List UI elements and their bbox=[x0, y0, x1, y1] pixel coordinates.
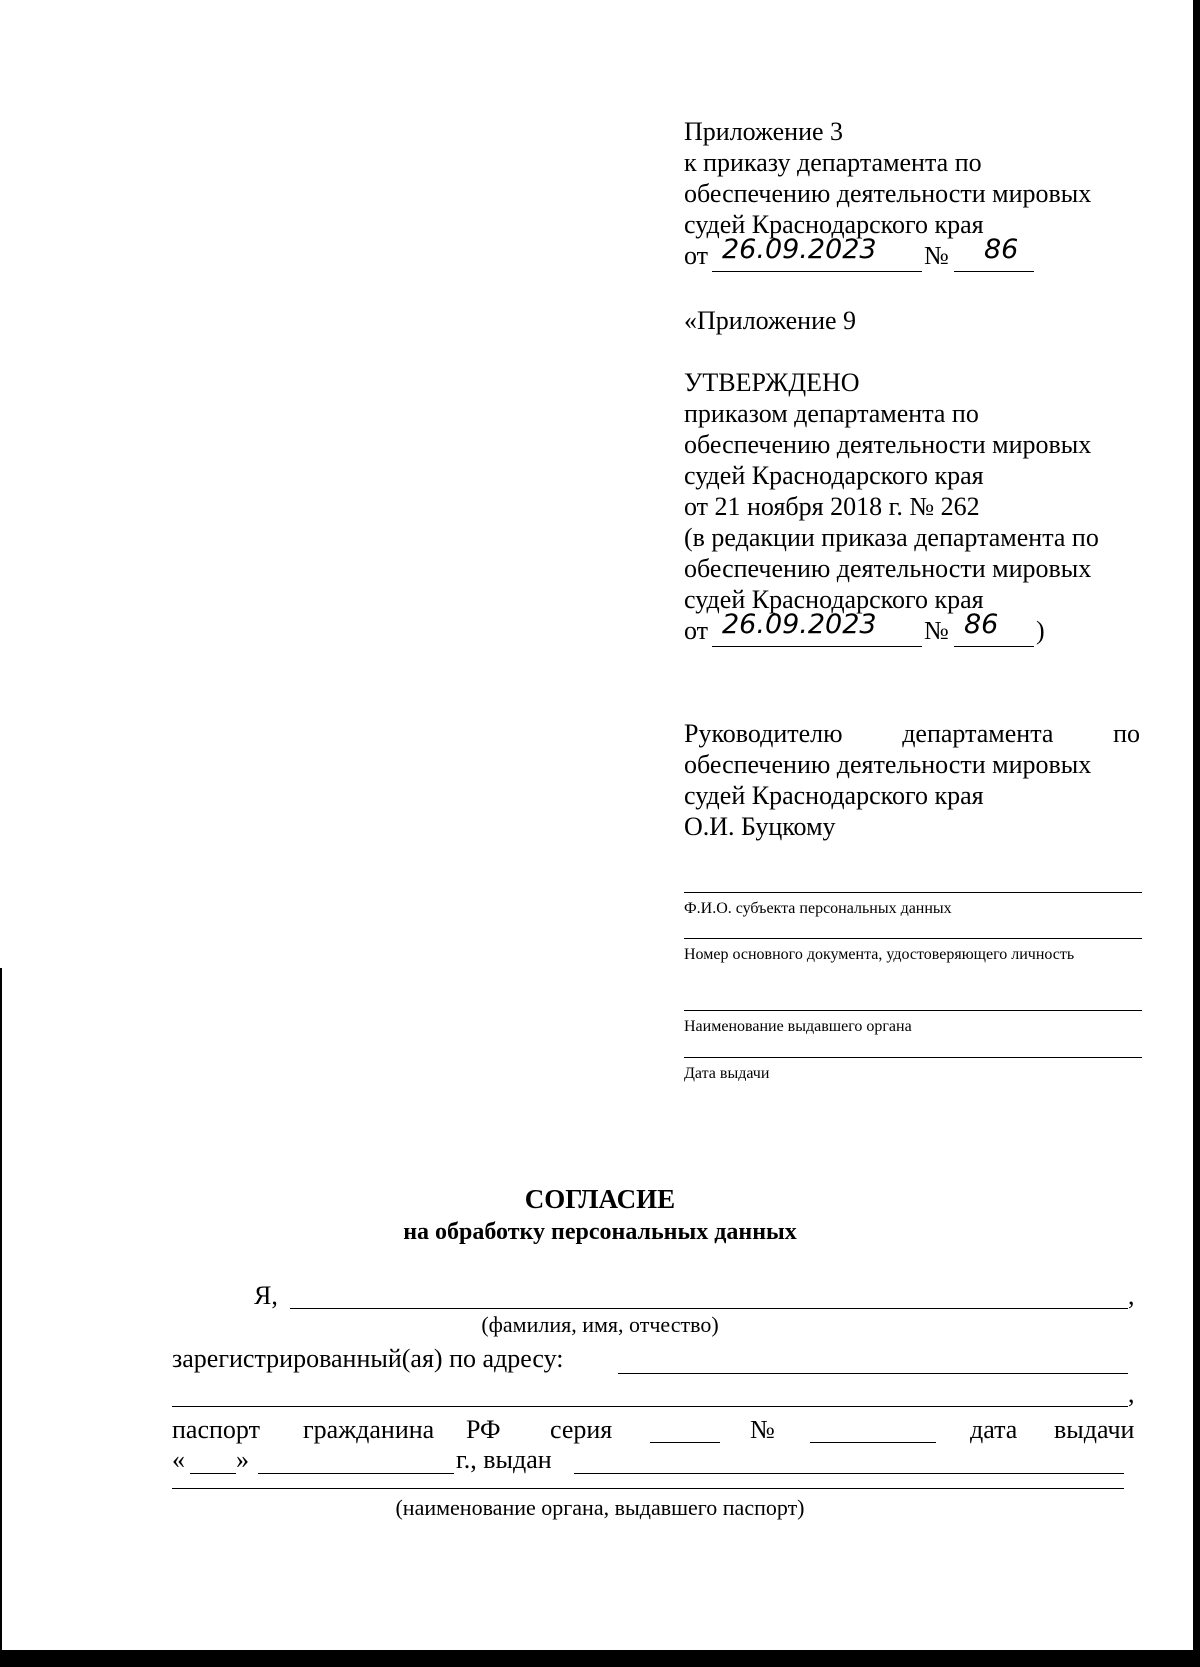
issued-by-label: г., выдан bbox=[456, 1445, 552, 1474]
subject-fio-line[interactable] bbox=[684, 892, 1142, 893]
approval-number-sign: № bbox=[924, 616, 949, 645]
scan-edge-left bbox=[0, 968, 2, 1650]
address-input-line-2[interactable] bbox=[172, 1376, 1128, 1407]
fio-hint: (фамилия, имя, отчество) bbox=[481, 1312, 719, 1337]
approved-label: УТВЕРЖДЕНО bbox=[684, 368, 860, 397]
subject-issue-date-line[interactable] bbox=[684, 1057, 1142, 1058]
addressee-name: О.И. Буцкому bbox=[684, 812, 836, 841]
approval-number-handwritten: 86 bbox=[964, 609, 999, 640]
order-line-3: судей Краснодарского края bbox=[684, 210, 984, 239]
rf-word: РФ bbox=[466, 1415, 501, 1444]
order-number-field bbox=[954, 234, 1034, 272]
passport-number-sign: № bbox=[750, 1415, 775, 1444]
issue-word: выдачи bbox=[1054, 1415, 1135, 1444]
approval-line-3: судей Краснодарского края bbox=[684, 461, 984, 490]
approval-line-2: обеспечению деятельности мировых bbox=[684, 430, 1092, 459]
issued-by-input[interactable] bbox=[574, 1443, 1124, 1474]
address-input-line[interactable] bbox=[618, 1343, 1128, 1374]
issue-month-input[interactable] bbox=[258, 1443, 454, 1474]
issue-day-input[interactable] bbox=[190, 1443, 236, 1474]
approval-date-field bbox=[712, 609, 922, 647]
i-label: Я, bbox=[254, 1281, 278, 1310]
consent-title: СОГЛАСИЕ bbox=[524, 1184, 676, 1214]
passport-series-input[interactable] bbox=[650, 1412, 720, 1443]
scan-edge-bottom bbox=[0, 1650, 1200, 1667]
issuer-input-line-2[interactable] bbox=[172, 1476, 1124, 1489]
organ-hint: (наименование органа, выдавшего паспорт) bbox=[395, 1495, 805, 1520]
order-date-field bbox=[712, 234, 922, 272]
passport-number-input[interactable] bbox=[810, 1412, 936, 1443]
addressee-word-1: Руководителю bbox=[684, 719, 843, 748]
fio-input-line[interactable] bbox=[290, 1278, 1128, 1309]
approval-line-1: приказом департамента по bbox=[684, 399, 979, 428]
order-line-1: к приказу департамента по bbox=[684, 148, 982, 177]
subject-fio-caption: Ф.И.О. субъекта персональных данных bbox=[684, 900, 952, 917]
approval-date-prefix: от bbox=[684, 616, 709, 645]
subject-issue-date-caption: Дата выдачи bbox=[684, 1065, 770, 1082]
order-number-handwritten: 86 bbox=[984, 234, 1019, 265]
quote-close: » bbox=[236, 1445, 249, 1474]
addressee-line-1 bbox=[684, 718, 1140, 749]
approval-close-paren: ) bbox=[1036, 616, 1045, 645]
order-number-sign: № bbox=[924, 241, 949, 270]
quote-open: « bbox=[172, 1445, 185, 1474]
approval-line-7: судей Краснодарского края bbox=[684, 585, 984, 614]
registered-label: зарегистрированный(ая) по адресу: bbox=[172, 1344, 564, 1373]
subject-issuer-line[interactable] bbox=[684, 1010, 1142, 1011]
series-word: серия bbox=[550, 1415, 613, 1444]
approval-line-5: (в редакции приказа департамента по bbox=[684, 523, 1099, 552]
approval-line-4: от 21 ноября 2018 г. № 262 bbox=[684, 492, 980, 521]
order-date-handwritten: 26.09.2023 bbox=[722, 234, 877, 265]
addressee-word-2: департамента bbox=[902, 719, 1054, 748]
scan-edge-right bbox=[1193, 0, 1200, 1650]
fio-comma: , bbox=[1128, 1281, 1135, 1310]
subject-document-line[interactable] bbox=[684, 938, 1142, 939]
subject-document-caption: Номер основного документа, удостоверяющего личность bbox=[684, 946, 1075, 963]
issue-date-word: дата bbox=[970, 1415, 1018, 1444]
addressee-line-2: обеспечению деятельности мировых bbox=[684, 750, 1092, 779]
addressee-word-3: по bbox=[1113, 719, 1140, 748]
approval-line-6: обеспечению деятельности мировых bbox=[684, 554, 1092, 583]
order-line-2: обеспечению деятельности мировых bbox=[684, 179, 1092, 208]
subject-issuer-caption: Наименование выдавшего органа bbox=[684, 1018, 912, 1035]
consent-subtitle: на обработку персональных данных bbox=[403, 1219, 797, 1245]
citizen-word: гражданина bbox=[303, 1415, 435, 1444]
approval-date-handwritten: 26.09.2023 bbox=[722, 609, 877, 640]
addressee-line-3: судей Краснодарского края bbox=[684, 781, 984, 810]
passport-word: паспорт bbox=[172, 1415, 260, 1444]
address-comma: , bbox=[1128, 1379, 1135, 1408]
approval-number-field bbox=[954, 609, 1034, 647]
appendix-9-label: «Приложение 9 bbox=[684, 306, 857, 335]
order-date-prefix: от bbox=[684, 241, 709, 270]
appendix-label: Приложение 3 bbox=[684, 117, 844, 146]
